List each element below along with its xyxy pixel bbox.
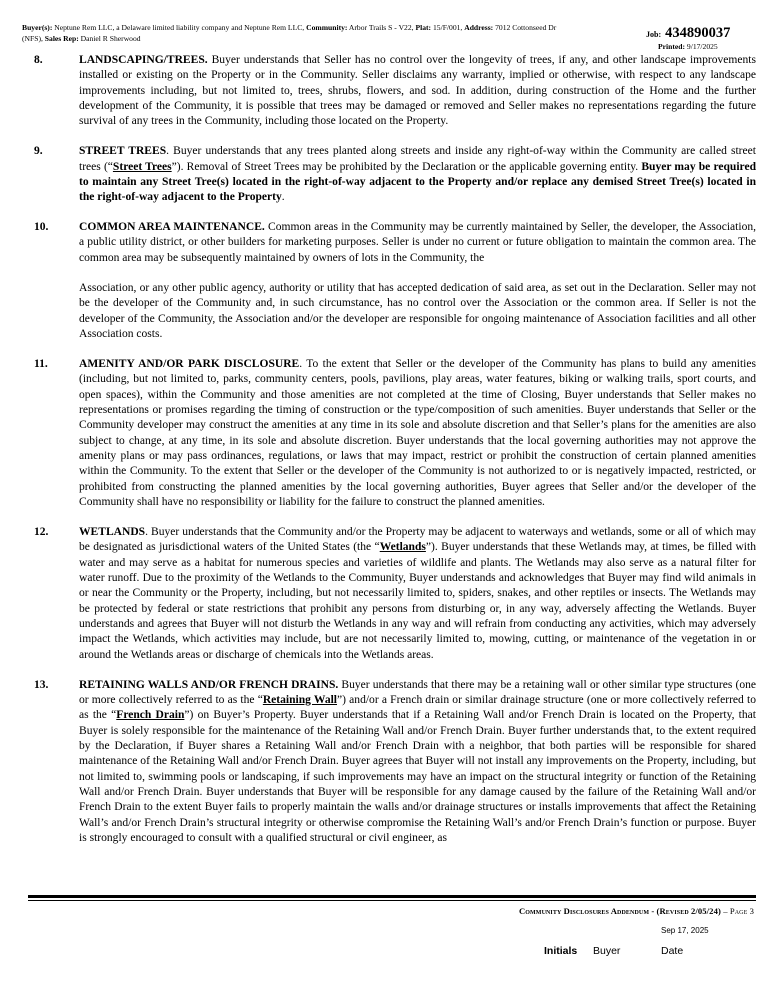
footer-rule-thin — [28, 900, 756, 901]
footer-date: Sep 17, 2025 — [661, 926, 709, 935]
section-text: . To the extent that Seller or the developer of the Community has plans to build any amenities (including, but not limited to, parks, community centers, pools, pavilions, play areas, water features, biking or walking trails, sport courts, and open spaces), within the Community and those amenities are not completed at the time of Closing, Buyer understands that Seller makes no representations or promises regarding the timing of construction or the type/composition of such amenities. Buyer understands that Seller or the Community developer may construct the amenities at any time in its sole and absolute discretion and that Seller’s plans for the amenities are also subject to change, at any time, in its sole and absolute discretion. Buyer understands that the local governing authorities may not approve the amenity plans or may pass ordinances, regulations, or laws that may impact, restrict or prohibit the construction of certain planned amenities within the Community. To the extent that Seller or the developer of the Community is not authorized to or is negatively impacted, restricted, or prohibited from constructing the planned amenities by the local governing authorities, Buyer agrees that Seller and/or the developer of the Community shall have no responsibility or liability for the failure to construct the planned amenities. — [79, 358, 756, 509]
section-number: 9. — [34, 145, 43, 158]
buyers-label: Buyer(s): — [22, 23, 53, 32]
sales-rep-value: Daniel R Sherwood — [80, 33, 141, 43]
doc-title: Community Disclosures Addendum - (Revised 2/05/24) — [518, 906, 721, 916]
section-10 — [34, 220, 756, 342]
page-number: – Page 3 — [723, 906, 754, 916]
job-number: 434890037 — [665, 25, 731, 41]
section-text: Buyer understands that there may be a retaining wall or other similar type structures (one or more collectively referred to as the “ — [79, 678, 756, 706]
section-text: ”). Buyer understands that these Wetlands may, at times, be filled with water and may serve as a habitat for numerous species and varieties of wildlife and plants. The Wetlands may also serve as a natural filter for water runoff. Due to the proximity of the Wetlands to the Community, Buyer understands and acknowledges that Buyer may find wild animals in or near the Community or the Property, including, but not necessarily limited to, spiders, snakes, and other reptiles or insects. The Wetlands may be protected by federal or state restrictions that prohibit any persons from disturbing or, in any way, adversely affecting the Wetlands. Buyer understands and agrees that Buyer will not disturb the Wetlands in any way and will refrain from conducting any activities, which may adversely impact the Wetlands, which activities may include, but are not necessarily limited to, mowing, cutting, or maintenance of the vegetation in or around the Wetlands areas or discharge of chemicals into the Wetlands areas. — [79, 541, 756, 661]
defined-term: Retaining Wall — [262, 693, 338, 706]
document-body — [34, 53, 756, 861]
section-title: LANDSCAPING/TREES. — [79, 54, 208, 66]
address-label: Address: — [464, 23, 494, 32]
section-text: Buyer understands that Seller has no control over the longevity of trees, if any, and other landscape improvements installed or existing on the Property or in the Community. Seller disclaims any warranty, implied or otherwise, with respect to any landscape improvements including, but not limited to, trees, shrubs, flowers, and sod. In addition, during construction of the Home and the further development of the Community, it is possible that trees may be damaged or removed and Seller makes no representations regarding the future survival of any trees in the Community, including those located on the Property. — [79, 54, 757, 128]
section-title: WETLANDS — [79, 525, 146, 538]
sales-rep-label: Sales Rep: — [44, 33, 79, 43]
footer-doc-title — [519, 906, 754, 916]
section-text: Common areas in the Community may be currently maintained by Seller, the developer, the Association, a public utility district, or other builders for marketing purposes. Seller is under no current or future obligation to maintain the common area. The common area may be subsequently maintained by owners of lots in the Community, the — [79, 221, 757, 264]
printed-label: Printed: — [658, 42, 685, 51]
job-label: Job: — [646, 30, 662, 39]
section-8 — [34, 53, 756, 130]
job-block — [646, 26, 766, 52]
section-title: RETAINING WALLS AND/OR FRENCH DRAINS. — [79, 678, 339, 691]
section-text: ”) on Buyer’s Property. Buyer understands that if a Retaining Wall and/or French Drain is located on the Property, that Buyer is solely responsible for the maintenance of the Retaining Wall and/or French Drain. Buyer further understands that, to the extent required by the Declaration, if Buyer shares a Retaining Wall and/or French Drain with a neighbor, that both parties will be responsible for shared maintenance of the Retaining Wall and/or French Drain. Buyer agrees that Buyer will not install any improvements on the Property, including, but not limited to, swimming pools or landscaping, if such improvements may have an impact on the structural integrity or function of the Retaining Wall and/or French Drain. Buyer understands that Buyer will be responsible for any damage caused by the failure of the Retaining Wall and/or French Drain to the extent Buyer fails to properly maintain the walls and/or drainage structures or installs improvements that affect the Retaining Wall’s and/or French Drain’s structural integrity or otherwise compromise the Retaining Wall’s and/or French Drain’s function or purpose. Buyer is strongly encouraged to consult with a qualified structural or civil engineer, as — [79, 709, 757, 844]
initials-label: Initials — [544, 945, 578, 957]
nfs-text: (NFS), — [22, 33, 43, 43]
date-field[interactable]: Date — [661, 945, 684, 957]
section-number: 11. — [34, 358, 48, 370]
section-11 — [34, 357, 756, 510]
footer-rule-thick — [28, 895, 756, 898]
section-title: STREET TREES — [79, 145, 167, 158]
section-text: ”) and/or a French drain or similar drainage structure (one or more collectively referred to as the “ — [79, 693, 756, 722]
plat-label: Plat: — [415, 23, 432, 32]
section-number: 10. — [34, 221, 49, 234]
printed-date: 9/17/2025 — [686, 42, 718, 51]
section-number: 13. — [34, 678, 49, 691]
section-text: . Buyer understands that the Community and/or the Property may be adjacent to waterways and wetlands, some or all of which may be designated as jurisdictional waters of the United States (the “ — [79, 525, 756, 554]
section-number: 12. — [34, 525, 49, 538]
community-value: Arbor Trails S - V22, — [348, 23, 414, 32]
section-text: Association, or any other public agency, authority or utility that has accepted dedication of said area, as set out in the Declaration. Seller may not be the developer of the Community and, in such circumstance, has no control over the Association or the common area. If Seller is not the developer of the Community, the Association and/or the developer are responsible for ongoing maintenance of Association facilities and all other Association costs. — [79, 282, 756, 341]
section-number: 8. — [34, 54, 43, 66]
bold-clause: Buyer may be required to maintain any Street Tree(s) located in the right-of-way adjacent to the Property and/or replace any demised Street Tree(s) located in the right-of-way adjacent to the Property — [79, 160, 756, 204]
section-12 — [34, 525, 756, 663]
defined-term: Wetlands — [379, 541, 426, 554]
plat-value: 15/F/001, — [432, 23, 463, 32]
section-13 — [34, 678, 756, 847]
address-value: 7012 Cottonseed Dr — [495, 23, 557, 32]
buyers-value: Neptune Rem LLC, a Delaware limited liability company and Neptune Rem LLC, — [54, 23, 305, 32]
defined-term: French Drain — [116, 709, 185, 722]
defined-term: Street Trees — [112, 160, 172, 173]
buyer-initials-field[interactable]: Buyer — [593, 945, 621, 957]
section-title: AMENITY AND/OR PARK DISCLOSURE — [79, 358, 300, 370]
section-title: COMMON AREA MAINTENANCE. — [79, 221, 265, 234]
header-info — [22, 23, 622, 44]
section-text: ”). Removal of Street Trees may be prohibited by the Declaration or the applicable governing entity. — [171, 160, 642, 173]
section-text: . Buyer understands that any trees planted along streets and inside any right-of-way within the Community are called street trees (“ — [79, 145, 756, 173]
section-9 — [34, 144, 756, 205]
community-label: Community: — [306, 23, 348, 32]
section-text: . — [281, 191, 285, 204]
